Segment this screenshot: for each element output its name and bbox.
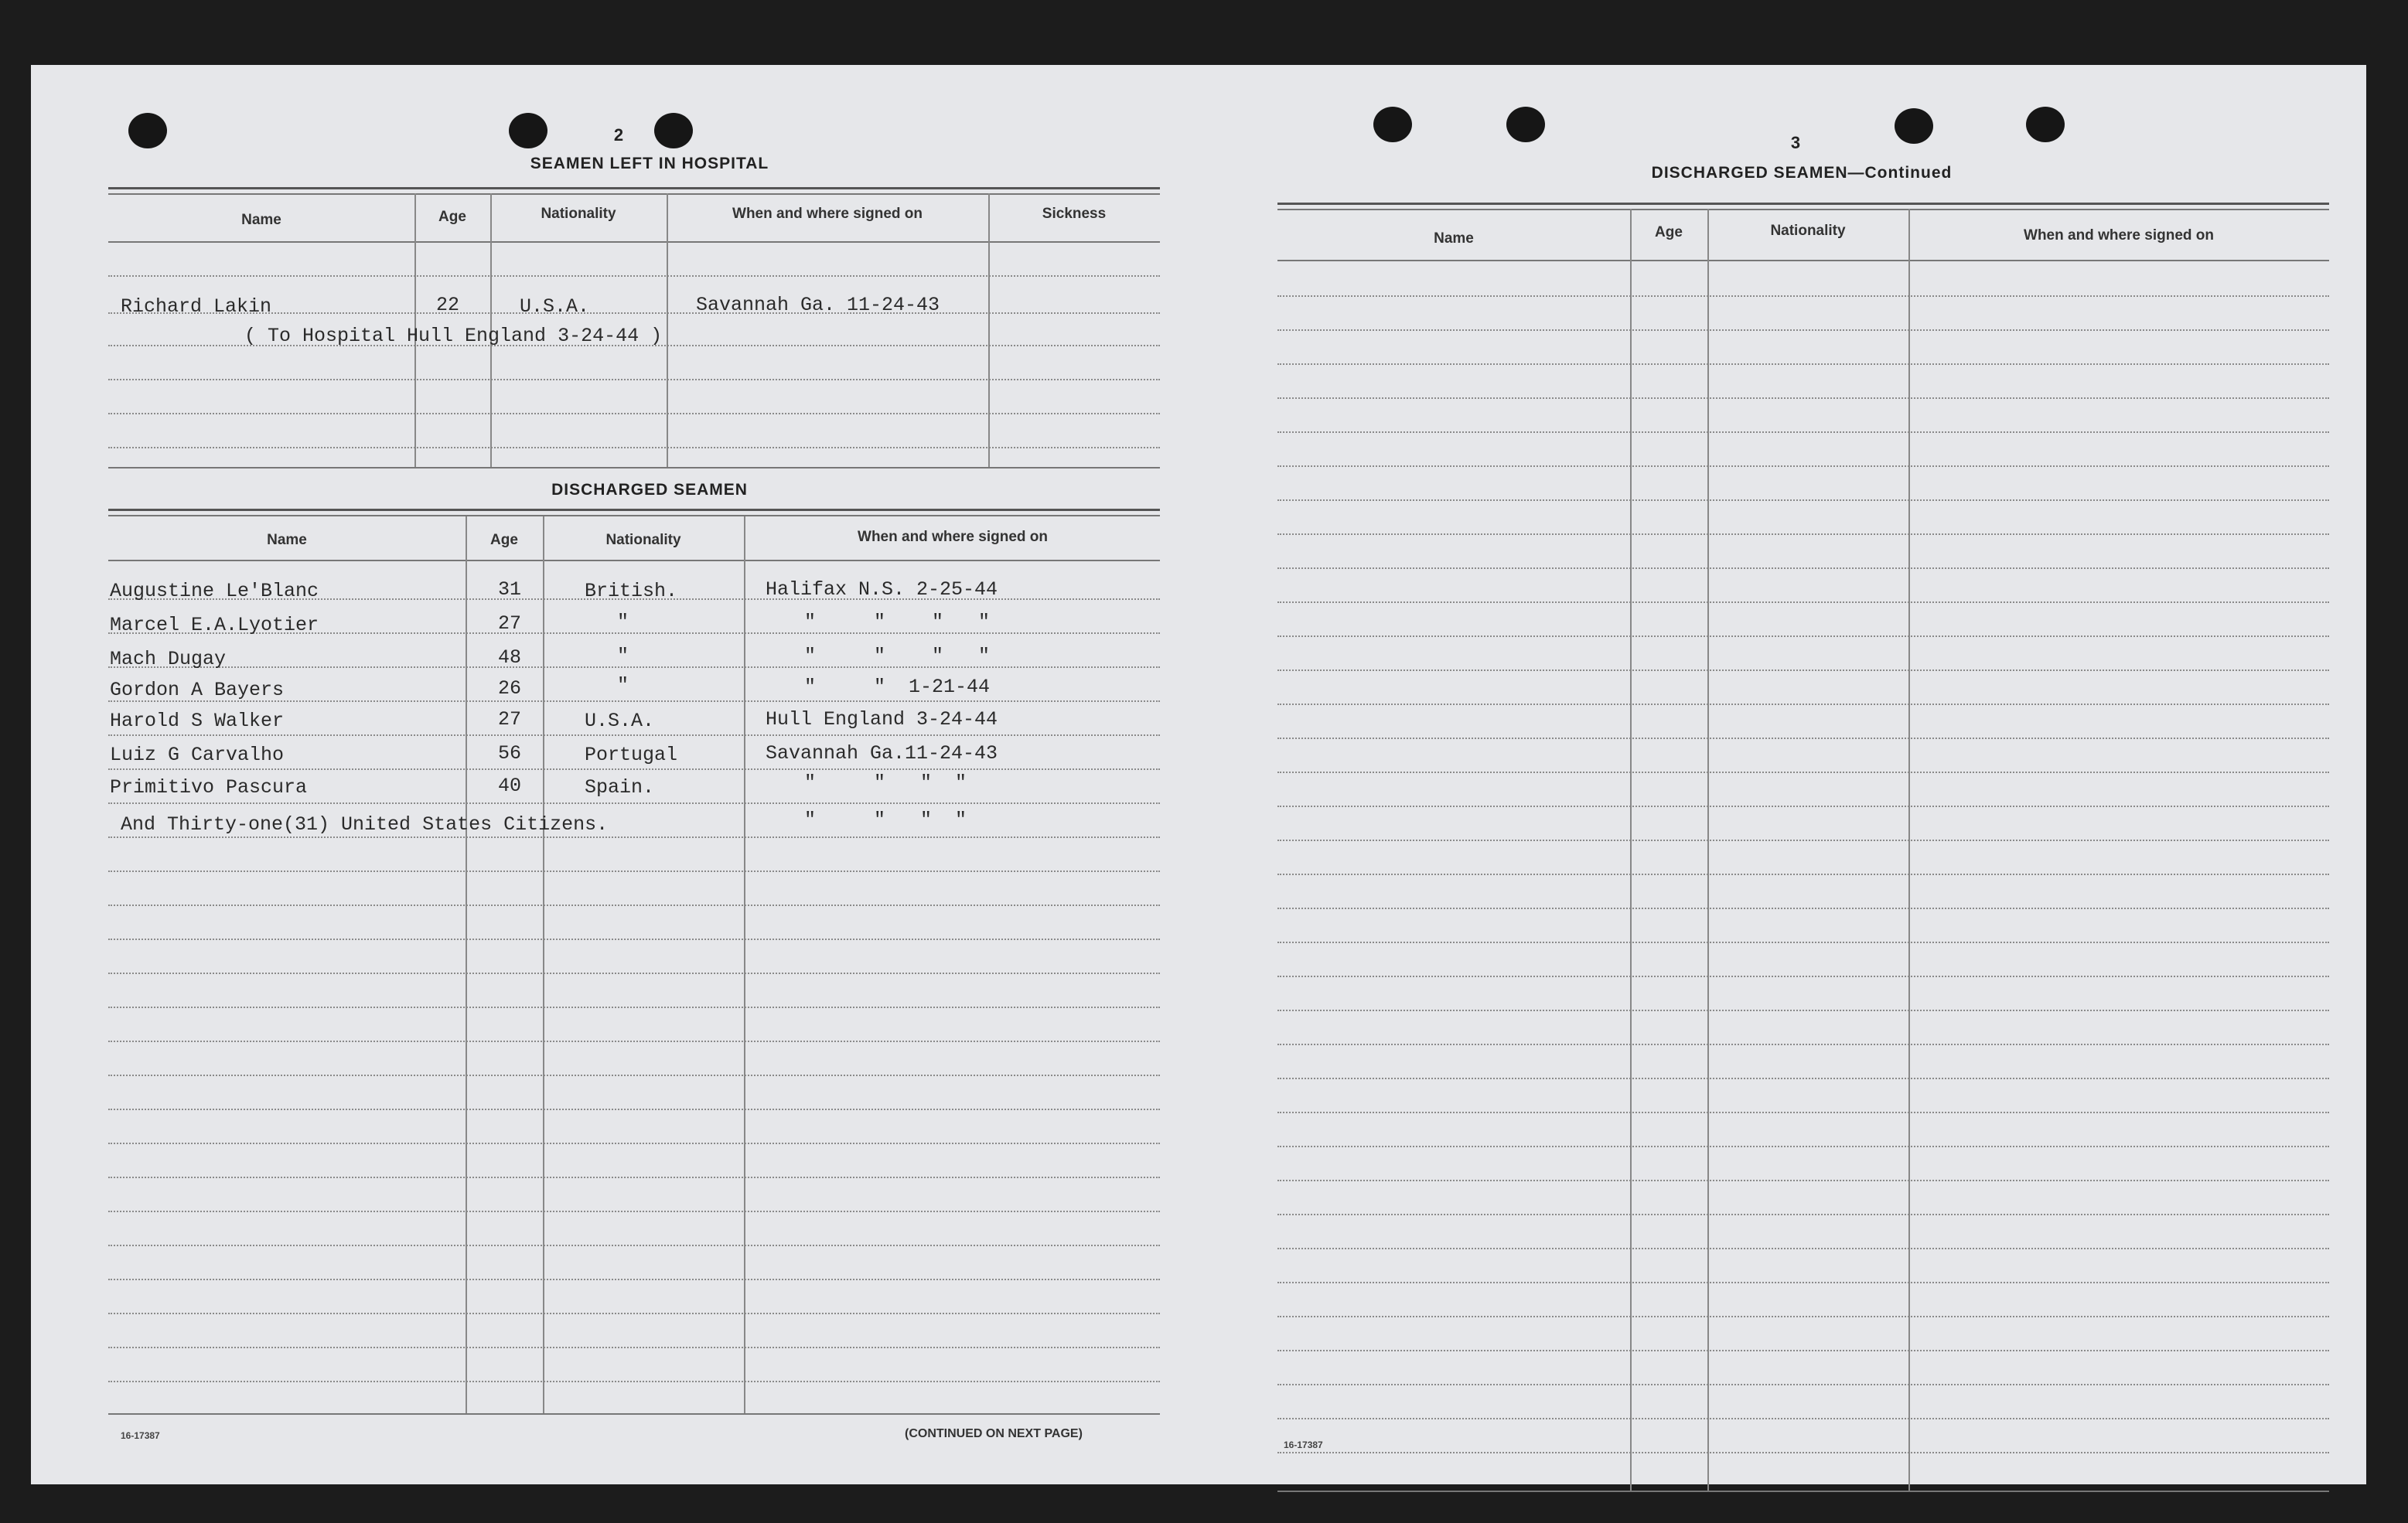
- table-ruling: [108, 1279, 1160, 1280]
- right-section-title: DISCHARGED SEAMEN—Continued: [1651, 164, 1953, 182]
- table-ruling: [1277, 1316, 2329, 1317]
- seaman-name: Marcel E.A.Lyotier: [110, 614, 319, 636]
- right-header-rule: [1277, 260, 2329, 261]
- table-ruling: [108, 447, 1160, 448]
- closing-line: And Thirty-one(31) United States Citizens.: [121, 813, 609, 836]
- hospital-name: Richard Lakin: [121, 295, 272, 318]
- table-ruling: [1277, 704, 2329, 705]
- table-ruling: [108, 1177, 1160, 1178]
- table-ruling: [1277, 738, 2329, 739]
- table-ruling: [1277, 1146, 2329, 1147]
- table-ruling: [108, 1007, 1160, 1008]
- seaman-name: Harold S Walker: [110, 710, 285, 732]
- table-ruling: [1277, 1044, 2329, 1045]
- table-ruling: [1277, 1350, 2329, 1351]
- punch-hole: [128, 113, 167, 148]
- left-page-number: 2: [613, 125, 624, 145]
- column-header-signed-on: When and where signed on: [2024, 227, 2214, 244]
- column-header-age: Age: [438, 209, 466, 225]
- table-ruling: [108, 1109, 1160, 1110]
- column-header-signed-on: When and where signed on: [732, 206, 923, 222]
- seaman-age: 40: [498, 775, 522, 797]
- seaman-name: Gordon A Bayers: [110, 679, 285, 701]
- seaman-signed-on: " " 1-21-44: [804, 676, 991, 698]
- left-form-number: 16-17387: [121, 1430, 160, 1441]
- table-ruling: [1277, 465, 2329, 467]
- column-header-name: Name: [241, 212, 281, 228]
- table-ruling: [108, 871, 1160, 872]
- seaman-signed-on: " " " ": [804, 772, 967, 794]
- seaman-signed-on: " " " ": [804, 611, 991, 633]
- table-ruling: [1277, 295, 2329, 297]
- punch-hole: [1895, 108, 1933, 144]
- table-ruling: [108, 905, 1160, 906]
- table-ruling: [108, 1413, 1160, 1415]
- table-ruling: [108, 275, 1160, 277]
- document-sheet: [31, 65, 2366, 1484]
- column-divider: [1630, 209, 1632, 1491]
- discharged-table-top-rule: [108, 515, 1160, 516]
- table-ruling: [108, 1075, 1160, 1076]
- table-ruling: [1277, 840, 2329, 841]
- punch-hole: [2026, 107, 2065, 142]
- punch-hole: [1373, 107, 1412, 142]
- seaman-signed-on: " " " ": [804, 645, 991, 667]
- table-ruling: [1277, 1180, 2329, 1181]
- table-ruling: [1277, 1078, 2329, 1079]
- column-header-nationality: Nationality: [1770, 223, 1846, 239]
- hospital-section-title: SEAMEN LEFT IN HOSPITAL: [530, 155, 769, 172]
- table-ruling: [108, 1041, 1160, 1042]
- table-ruling: [1277, 1418, 2329, 1419]
- seaman-signed-on: Savannah Ga.11-24-43: [766, 742, 998, 765]
- hospital-table-top-rule: [108, 193, 1160, 195]
- table-ruling: [108, 734, 1160, 736]
- seaman-nationality: ": [617, 674, 629, 697]
- table-ruling: [108, 1347, 1160, 1348]
- hospital-header-rule: [108, 241, 1160, 243]
- seaman-nationality: ": [617, 645, 629, 667]
- closing-ditto: " " " ": [804, 809, 967, 831]
- table-ruling: [108, 413, 1160, 414]
- table-ruling: [1277, 329, 2329, 331]
- seaman-name: Mach Dugay: [110, 648, 227, 670]
- seaman-age: 26: [498, 677, 522, 700]
- hospital-nationality: U.S.A.: [520, 295, 590, 318]
- table-ruling: [108, 836, 1160, 838]
- table-ruling: [108, 1245, 1160, 1246]
- column-divider: [988, 193, 990, 467]
- table-ruling: [108, 939, 1160, 940]
- table-ruling: [108, 1313, 1160, 1314]
- table-ruling: [1277, 670, 2329, 671]
- seaman-age: 27: [498, 708, 522, 731]
- table-ruling: [1277, 635, 2329, 637]
- table-ruling: [1277, 1112, 2329, 1113]
- table-ruling: [1277, 363, 2329, 365]
- table-ruling: [108, 1211, 1160, 1212]
- discharged-header-rule: [108, 560, 1160, 561]
- hospital-table-top-rule: [108, 187, 1160, 189]
- column-header-name: Name: [267, 532, 307, 548]
- seaman-age: 56: [498, 742, 522, 765]
- seaman-age: 31: [498, 578, 522, 601]
- table-ruling: [1277, 601, 2329, 603]
- seaman-nationality: Portugal: [585, 744, 678, 766]
- table-ruling: [1277, 567, 2329, 569]
- table-ruling: [108, 666, 1160, 668]
- table-ruling: [108, 379, 1160, 380]
- seaman-name: Luiz G Carvalho: [110, 744, 285, 766]
- seaman-nationality: U.S.A.: [585, 710, 655, 732]
- table-ruling: [108, 1381, 1160, 1382]
- table-ruling: [1277, 942, 2329, 943]
- right-form-number: 16-17387: [1284, 1440, 1323, 1450]
- column-header-name: Name: [1434, 230, 1474, 247]
- table-ruling: [1277, 976, 2329, 977]
- punch-hole: [509, 113, 547, 148]
- table-ruling: [1277, 499, 2329, 501]
- column-header-sickness: Sickness: [1042, 206, 1107, 222]
- seaman-name: Primitivo Pascura: [110, 776, 308, 799]
- seaman-nationality: ": [617, 611, 629, 633]
- column-divider: [667, 193, 668, 467]
- hospital-signed-on: Savannah Ga. 11-24-43: [696, 294, 940, 316]
- right-table-top-rule: [1277, 209, 2329, 210]
- seaman-signed-on: Hull England 3-24-44: [766, 708, 998, 731]
- seaman-nationality: British.: [585, 580, 678, 602]
- column-header-nationality: Nationality: [605, 532, 681, 548]
- table-ruling: [1277, 1384, 2329, 1385]
- table-ruling: [108, 802, 1160, 804]
- punch-hole: [654, 113, 693, 148]
- table-ruling: [1277, 1282, 2329, 1283]
- seaman-signed-on: Halifax N.S. 2-25-44: [766, 578, 998, 601]
- hospital-table-bottom-rule: [108, 467, 1160, 468]
- table-ruling: [1277, 1452, 2329, 1453]
- table-ruling: [108, 1143, 1160, 1144]
- hospital-note: ( To Hospital Hull England 3-24-44 ): [244, 325, 663, 347]
- column-divider: [1908, 209, 1910, 1491]
- table-ruling: [1277, 1010, 2329, 1011]
- table-ruling: [1277, 772, 2329, 773]
- table-ruling: [1277, 908, 2329, 909]
- column-divider: [1707, 209, 1709, 1491]
- column-header-signed-on: When and where signed on: [858, 529, 1048, 545]
- seaman-name: Augustine Le'Blanc: [110, 580, 319, 602]
- table-ruling: [1277, 874, 2329, 875]
- column-header-age: Age: [490, 532, 518, 548]
- seaman-nationality: Spain.: [585, 776, 655, 799]
- seaman-age: 27: [498, 612, 522, 635]
- table-ruling: [1277, 806, 2329, 807]
- column-header-age: Age: [1655, 224, 1683, 240]
- table-ruling: [108, 973, 1160, 974]
- table-ruling: [1277, 1214, 2329, 1215]
- right-page-number: 3: [1790, 133, 1801, 152]
- table-ruling: [1277, 1248, 2329, 1249]
- discharged-table-top-rule: [108, 509, 1160, 511]
- table-ruling: [1277, 397, 2329, 399]
- continued-note: (CONTINUED ON NEXT PAGE): [905, 1427, 1083, 1440]
- table-ruling: [1277, 533, 2329, 535]
- seaman-age: 48: [498, 646, 522, 669]
- table-ruling: [1277, 431, 2329, 433]
- table-ruling: [1277, 1491, 2329, 1492]
- column-header-nationality: Nationality: [541, 206, 616, 222]
- discharged-section-title: DISCHARGED SEAMEN: [551, 481, 748, 499]
- right-table-top-rule: [1277, 203, 2329, 205]
- hospital-age: 22: [436, 294, 460, 316]
- punch-hole: [1506, 107, 1545, 142]
- table-ruling: [108, 768, 1160, 770]
